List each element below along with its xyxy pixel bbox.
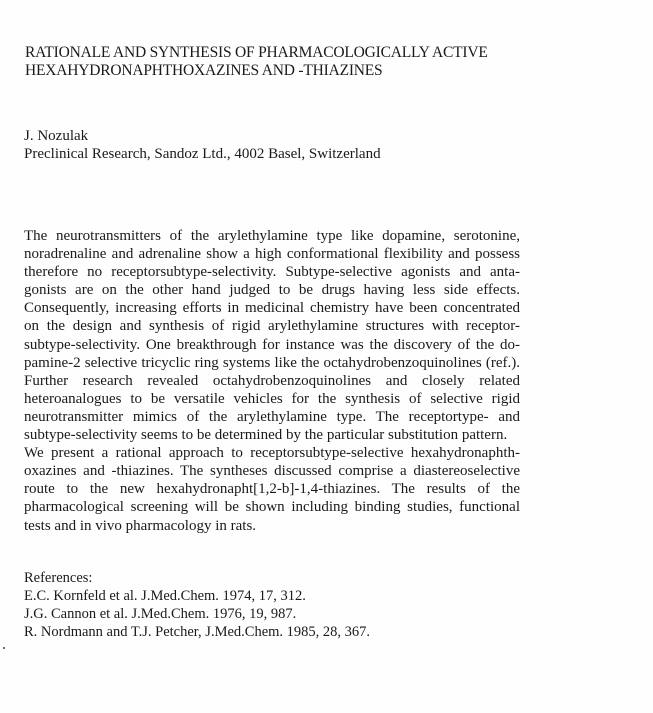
abstract-line: route to the new hexahydronapht[1,2-b]-1,4-thiazines. The results of the xyxy=(24,481,520,498)
abstract-line: on the design and synthesis of rigid arylethylamine structures with receptor- xyxy=(24,318,520,335)
author-affiliation: Preclinical Research, Sandoz Ltd., 4002 Basel, Switzerland xyxy=(24,146,381,162)
abstract-line: therefore no receptorsubtype-selectivity. Subtype-selective agonists and anta- xyxy=(24,264,520,281)
reference-item: J.G. Cannon et al. J.Med.Chem. 1976, 19, 987. xyxy=(24,606,297,622)
abstract-body xyxy=(24,227,520,535)
abstract-line: heteroanalogues to be versatile vehicles for the synthesis of selective rigid xyxy=(24,390,520,407)
abstract-line: The neurotransmitters of the arylethylamine type like dopamine, serotonine, xyxy=(24,228,520,244)
abstract-line: noradrenaline and adrenaline show a high conformational flexibility and possess xyxy=(24,246,520,263)
references-heading: References: xyxy=(24,570,93,586)
paper-title xyxy=(25,44,585,80)
abstract-line: neurotransmitter mimics of the arylethylamine type. The receptortype- and xyxy=(24,408,520,425)
reference-item: R. Nordmann and T.J. Petcher, J.Med.Chem. 1985, 28, 367. xyxy=(24,624,371,640)
abstract-line: tests and in vivo pharmacology in rats. xyxy=(24,517,257,534)
abstract-line: oxazines and -thiazines. The syntheses discussed comprise a diastereoselective xyxy=(24,463,520,480)
abstract-line: gonists are on the other hand judged to be drugs having less side effects. xyxy=(24,282,520,299)
reference-item: E.C. Kornfeld et al. J.Med.Chem. 1974, 17, 312. xyxy=(24,588,306,604)
title-line-2: HEXAHYDRONAPHTHOXAZINES AND -THIAZINES xyxy=(25,62,383,79)
abstract-line: We present a rational approach to receptorsubtype-selective hexahydronaphth- xyxy=(24,445,520,462)
scan-speck xyxy=(3,647,5,649)
abstract-line: pamine-2 selective tricyclic ring systems like the octahydrobenzoquinolines (ref.). xyxy=(24,354,520,371)
abstract-line: subtype-selectivity seems to be determined by the particular substitution pattern. xyxy=(24,427,508,444)
abstract-line: Further research revealed octahydrobenzoquinolines and closely related xyxy=(24,372,520,389)
abstract-line: Consequently, increasing efforts in medicinal chemistry have been concentrated xyxy=(24,300,520,317)
references-section xyxy=(24,569,370,641)
abstract-line: pharmacological screening will be shown including binding studies, functional xyxy=(24,499,520,516)
abstract-line: subtype-selectivity. One breakthrough for instance was the discovery of the do- xyxy=(24,336,520,353)
author-name: J. Nozulak xyxy=(24,128,89,144)
title-line-1: RATIONALE AND SYNTHESIS OF PHARMACOLOGICALLY ACTIVE xyxy=(25,44,488,61)
